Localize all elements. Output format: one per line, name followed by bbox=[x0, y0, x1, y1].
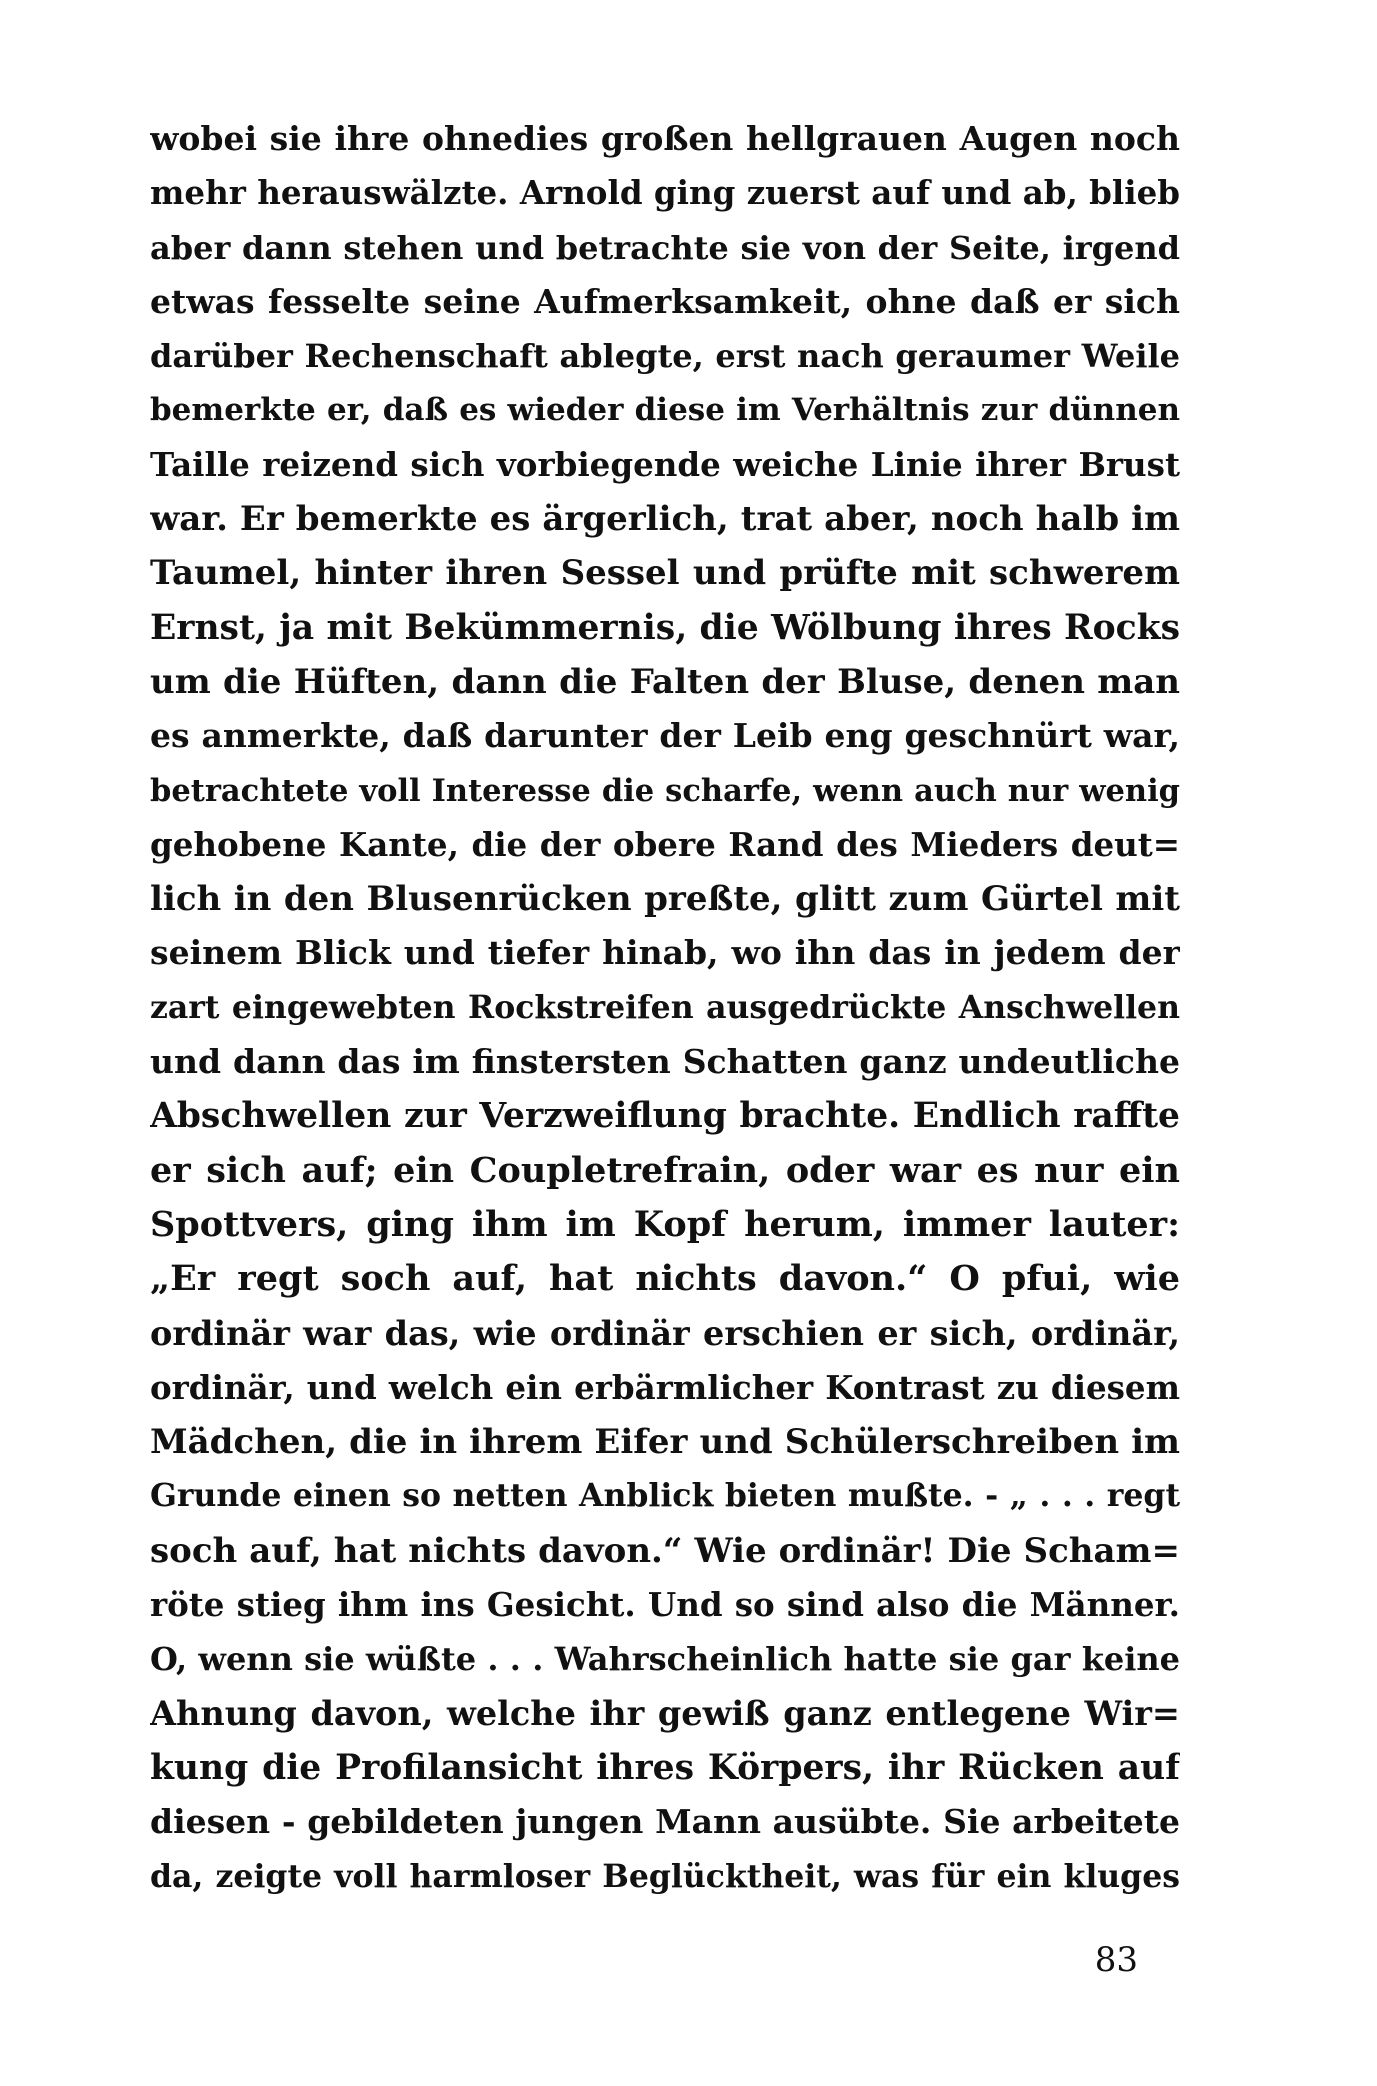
text-line: „Er regt soch auf, hat nichts davon.“ O pfui, wie bbox=[150, 1258, 1180, 1300]
text-line: O, wenn sie wüßte . . . Wahrscheinlich hatte sie gar keine bbox=[150, 1640, 1180, 1679]
text-line: zart eingewebten Rockstreifen ausgedrückte Anschwellen bbox=[150, 988, 1180, 1026]
text-line: Ernst, ja mit Bekümmernis, die Wölbung ihres Rocks bbox=[150, 607, 1180, 648]
text-line: Ahnung davon, welche ihr gewiß ganz entlegene Wir= bbox=[150, 1693, 1180, 1733]
text-line: mehr herauswälzte. Arnold ging zuerst auf und ab, blieb bbox=[150, 173, 1180, 213]
text-line: seinem Blick und tiefer hinab, wo ihn das in jedem der bbox=[150, 933, 1180, 973]
text-line: Spottvers, ging ihm im Kopf herum, immer lauter: bbox=[150, 1203, 1180, 1245]
text-line: ordinär, und welch ein erbärmlicher Kontrast zu diesem bbox=[150, 1367, 1180, 1407]
text-line: bemerkte er, daß es wieder diese im Verhältnis zur dünnen bbox=[150, 392, 1180, 429]
text-line: darüber Rechenschaft ablegte, erst nach geraumer Weile bbox=[150, 337, 1180, 376]
text-line: er sich auf; ein Coupletrefrain, oder war es nur ein bbox=[150, 1149, 1180, 1191]
text-line: Abschwellen zur Verzweiflung brachte. Endlich raffte bbox=[150, 1096, 1180, 1137]
page-number: 83 bbox=[1094, 1940, 1138, 1980]
text-line: um die Hüften, dann die Falten der Bluse, denen man bbox=[150, 661, 1180, 702]
text-line: Taille reizend sich vorbiegende weiche Linie ihrer Brust bbox=[150, 444, 1180, 484]
text-line: soch auf, hat nichts davon.“ Wie ordinär! Die Scham= bbox=[150, 1530, 1180, 1571]
text-line: röte stieg ihm ins Gesicht. Und so sind also die Männer. bbox=[150, 1585, 1180, 1625]
text-line: lich in den Blusenrücken preßte, glitt zum Gürtel mit bbox=[150, 879, 1180, 920]
text-line: wobei sie ihre ohnedies großen hellgrauen Augen noch bbox=[150, 119, 1180, 158]
text-line: aber dann stehen und betrachte sie von der Seite, irgend bbox=[150, 228, 1180, 267]
text-line: diesen - gebildeten jungen Mann ausübte. Sie arbeitete bbox=[150, 1802, 1180, 1842]
text-line: es anmerkte, daß darunter der Leib eng geschnürt war, bbox=[150, 716, 1180, 756]
body-text bbox=[150, 112, 1180, 1904]
text-line: Mädchen, die in ihrem Eifer und Schülerschreiben im bbox=[150, 1422, 1180, 1463]
text-line: war. Er bemerkte es ärgerlich, trat aber, noch halb im bbox=[150, 499, 1180, 540]
text-line: Grunde einen so netten Anblick bieten mußte. - „ . . . regt bbox=[150, 1477, 1180, 1515]
text-line: kung die Profilansicht ihres Körpers, ihr Rücken auf bbox=[150, 1747, 1180, 1788]
text-line: da, zeigte voll harmloser Beglücktheit, was für ein kluges bbox=[150, 1857, 1180, 1895]
text-line: und dann das im finstersten Schatten ganz undeutliche bbox=[150, 1042, 1180, 1082]
text-line: Taumel, hinter ihren Sessel und prüfte mit schwerem bbox=[150, 553, 1180, 594]
text-line: etwas fesselte seine Aufmerksamkeit, ohne daß er sich bbox=[150, 281, 1180, 321]
text-line: betrachtete voll Interesse die scharfe, wenn auch nur wenig bbox=[150, 772, 1180, 809]
text-line: ordinär war das, wie ordinär erschien er sich, ordinär, bbox=[150, 1313, 1180, 1353]
text-line: gehobene Kante, die der obere Rand des Mieders deut= bbox=[150, 824, 1180, 864]
